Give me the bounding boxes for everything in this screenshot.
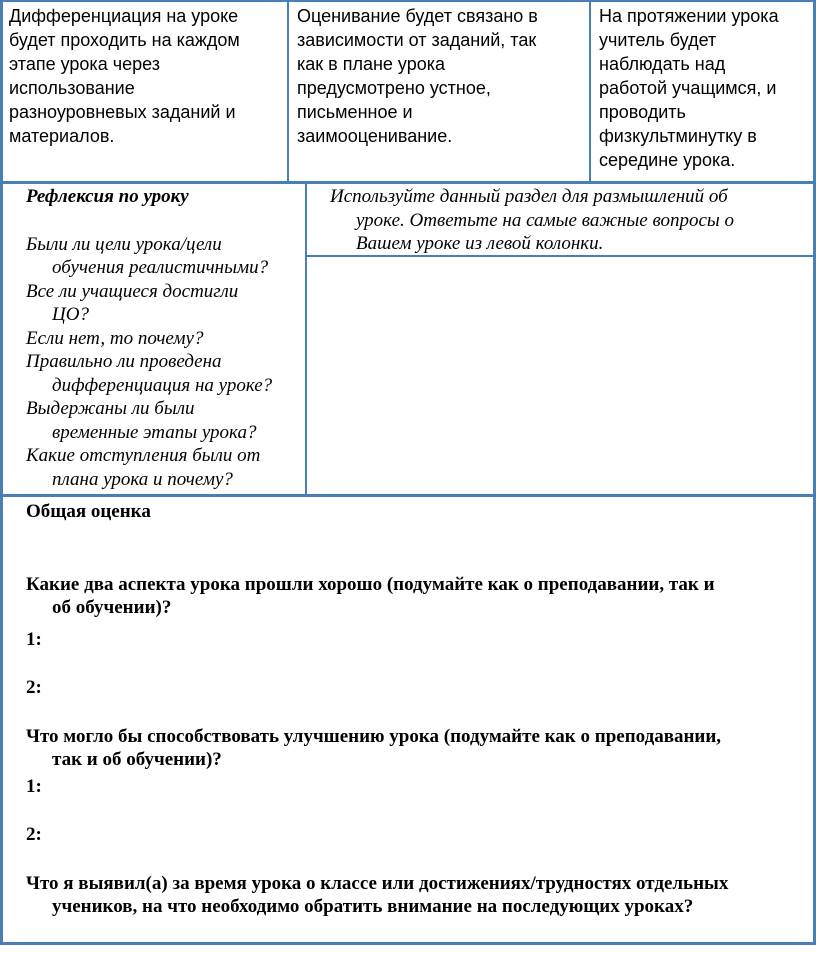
cell-line: использование <box>9 78 135 98</box>
summary-answer-label: 1: <box>26 628 42 650</box>
reflection-question: плана урока и почему? <box>52 468 233 490</box>
reflection-question: дифференциация на уроке? <box>52 374 273 396</box>
summary-title: Общая оценка <box>26 501 151 522</box>
reflection-question: Выдержаны ли были <box>26 398 195 419</box>
reflection-question: ЦО? <box>52 304 89 325</box>
table-border-row1 <box>0 181 816 184</box>
table-border-top <box>0 0 816 2</box>
summary-question-3: учеников, на что необходимо обратить внимание на последующих уроках? <box>52 896 694 917</box>
cell-line: этапе урока через <box>9 54 160 74</box>
hint-line: Вашем уроке из левой колонки. <box>356 233 604 254</box>
cell-line: разноуровневых заданий и <box>9 102 236 122</box>
health-safety-cell <box>599 4 779 172</box>
cell-line: работой учащимся, и <box>599 78 777 98</box>
reflection-question: Были ли цели урока/цели <box>26 233 222 255</box>
summary-question-3: Что я выявил(а) за время урока о классе или достижениях/трудностях отдельных <box>26 872 729 894</box>
cell-line: проводить <box>599 102 686 122</box>
table-border-col2 <box>589 0 591 183</box>
summary-question-2: так и об обучении)? <box>52 749 222 770</box>
cell-line: На протяжении урока <box>599 6 779 26</box>
reflection-question: Все ли учащиеся достигли <box>26 280 239 302</box>
cell-line: письменное и <box>297 102 413 122</box>
summary-answer-label: 2: <box>26 677 42 698</box>
reflection-question: временные этапы урока? <box>52 421 257 443</box>
reflection-hint-cell <box>330 185 734 256</box>
table-border-row2 <box>0 494 816 497</box>
reflection-answer-area[interactable] <box>307 257 813 494</box>
summary-question-1: Какие два аспекта урока прошли хорошо (подумайте как о преподавании, так и <box>26 573 715 595</box>
cell-line: зависимости от заданий, так <box>297 30 537 50</box>
reflection-question: обучения реалистичными? <box>52 257 269 278</box>
reflection-question: Если нет, то почему? <box>26 327 204 349</box>
table-border-col1 <box>287 0 289 183</box>
summary-section <box>26 500 728 919</box>
cell-line: заимооценивание. <box>297 126 453 146</box>
table-border-left <box>0 0 3 945</box>
hint-line: Используйте данный раздел для размышлений об <box>330 186 728 207</box>
assessment-cell <box>297 4 538 148</box>
cell-line: физкультминутку в <box>599 126 757 146</box>
summary-answer-label: 2: <box>26 824 42 845</box>
cell-line: наблюдать над <box>599 54 726 74</box>
cell-line: предусмотрено устное, <box>297 78 491 98</box>
table-border-bottom <box>0 942 816 945</box>
cell-line: Дифференциация на уроке <box>9 6 239 26</box>
summary-question-1: об обучении)? <box>52 597 172 618</box>
cell-line: как в плане урока <box>297 54 446 74</box>
hint-line: уроке. Ответьте на самые важные вопросы о <box>356 209 735 231</box>
cell-line: материалов. <box>9 126 115 146</box>
reflection-cell <box>26 185 272 491</box>
cell-line: будет проходить на каждом <box>9 30 240 50</box>
reflection-question: Какие отступления были от <box>26 445 261 466</box>
summary-answer-label: 1: <box>26 775 42 797</box>
cell-line: Оценивание будет связано в <box>297 6 538 26</box>
reflection-title: Рефлексия по уроку <box>26 186 189 207</box>
differentiation-cell <box>9 4 240 148</box>
cell-line: середине урока. <box>599 150 736 170</box>
cell-line: учитель будет <box>599 30 717 50</box>
summary-question-2: Что могло бы способствовать улучшению урока (подумайте как о преподавании, <box>26 725 722 747</box>
reflection-question: Правильно ли проведена <box>26 351 222 372</box>
